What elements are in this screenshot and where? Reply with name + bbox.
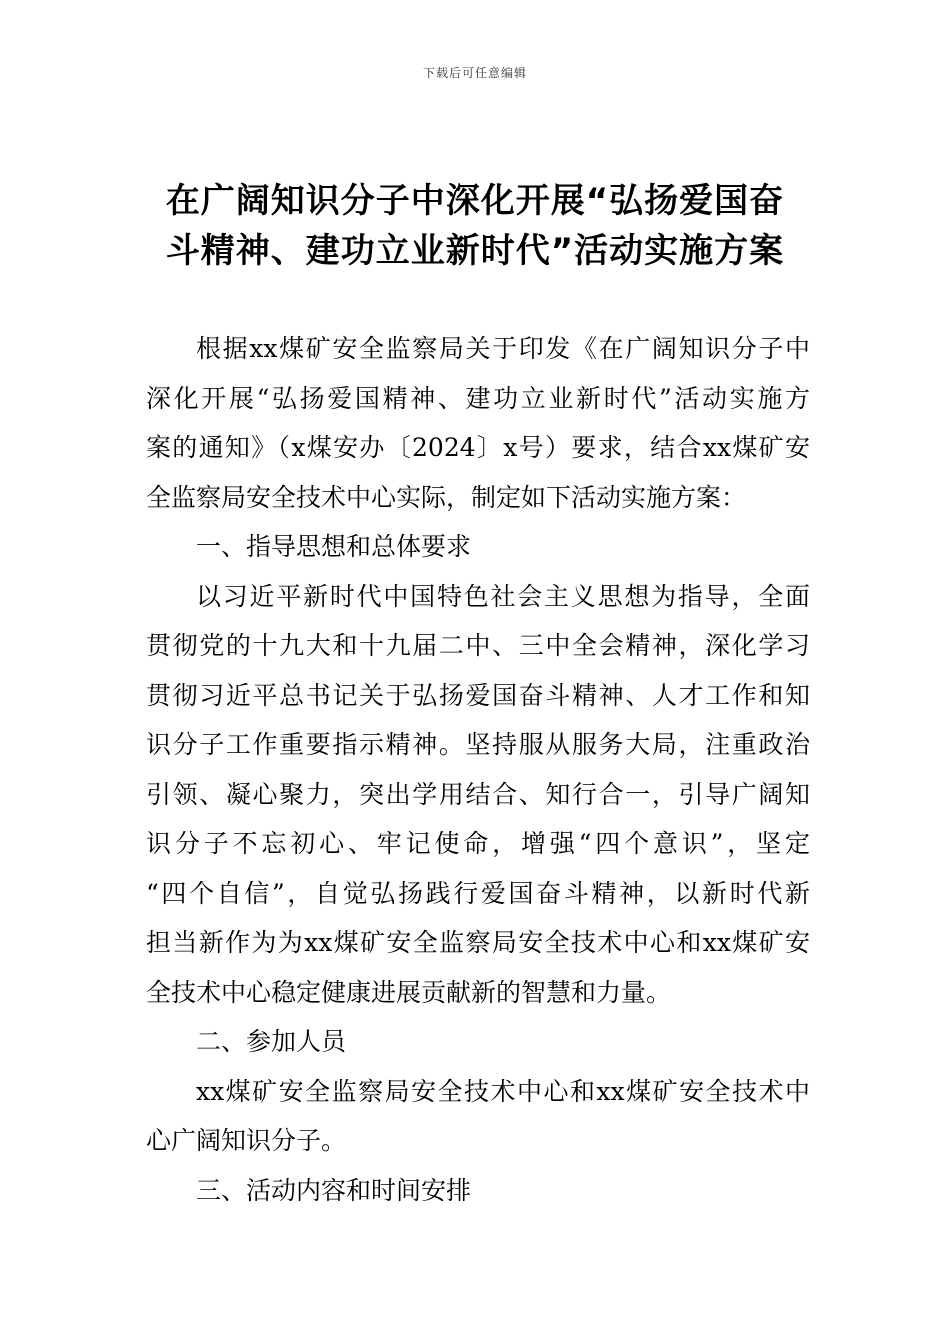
section-heading-3 xyxy=(146,1166,810,1216)
header-note: 下载后可任意编辑 xyxy=(422,66,527,80)
text-line: 心广阔知识分子。 xyxy=(146,1126,347,1155)
text-line: 识分子不忘初心、牢记使命，增强“四个意识”，坚定 xyxy=(146,829,810,858)
title-line-2: 斗精神、建功立业新时代”活动实施方案 xyxy=(165,231,785,271)
text-line: 引领、凝心聚力，突出学用结合、知行合一，引导广阔知 xyxy=(146,779,810,809)
text-line: 深化开展“弘扬爱国精神、建功立业新时代”活动实施方 xyxy=(146,383,810,413)
heading-text: 二、参加人员 xyxy=(196,1027,347,1056)
text-line: 贯彻党的十九大和十九届二中、三中全会精神，深化学习 xyxy=(146,631,810,660)
paragraph-participants xyxy=(146,1067,810,1166)
heading-text: 一、指导思想和总体要求 xyxy=(196,532,472,561)
document-body xyxy=(146,324,810,1215)
section-heading-2 xyxy=(146,1017,810,1067)
text-line: “四个自信”，自觉弘扬践行爱国奋斗精神，以新时代新 xyxy=(146,878,810,908)
text-line: 全技术中心稳定健康进展贡献新的智慧和力量。 xyxy=(146,977,672,1007)
document-title xyxy=(140,176,810,276)
text-line: 识分子工作重要指示精神。坚持服从服务大局，注重政治 xyxy=(146,730,810,759)
text-line: 根据xx煤矿安全监察局关于印发《在广阔知识分子中 xyxy=(196,334,810,363)
paragraph-guiding-thought xyxy=(146,572,810,1018)
section-heading-1 xyxy=(146,522,810,572)
text-line: 案的通知》（x煤安办〔2024〕x号）要求，结合xx煤矿安 xyxy=(146,433,810,462)
title-line-1: 在广阔知识分子中深化开展“弘扬爱国奋 xyxy=(165,181,785,221)
paragraph-intro xyxy=(146,324,810,522)
text-line: 全监察局安全技术中心实际，制定如下活动实施方案： xyxy=(146,482,747,512)
text-line: xx煤矿安全监察局安全技术中心和xx煤矿安全技术中 xyxy=(196,1076,810,1106)
text-line: 以习近平新时代中国特色社会主义思想为指导，全面 xyxy=(196,581,810,611)
text-line: 贯彻习近平总书记关于弘扬爱国奋斗精神、人才工作和知 xyxy=(146,680,810,710)
text-line: 担当新作为为xx煤矿安全监察局安全技术中心和xx煤矿安 xyxy=(146,928,810,957)
heading-text: 三、活动内容和时间安排 xyxy=(196,1175,472,1205)
